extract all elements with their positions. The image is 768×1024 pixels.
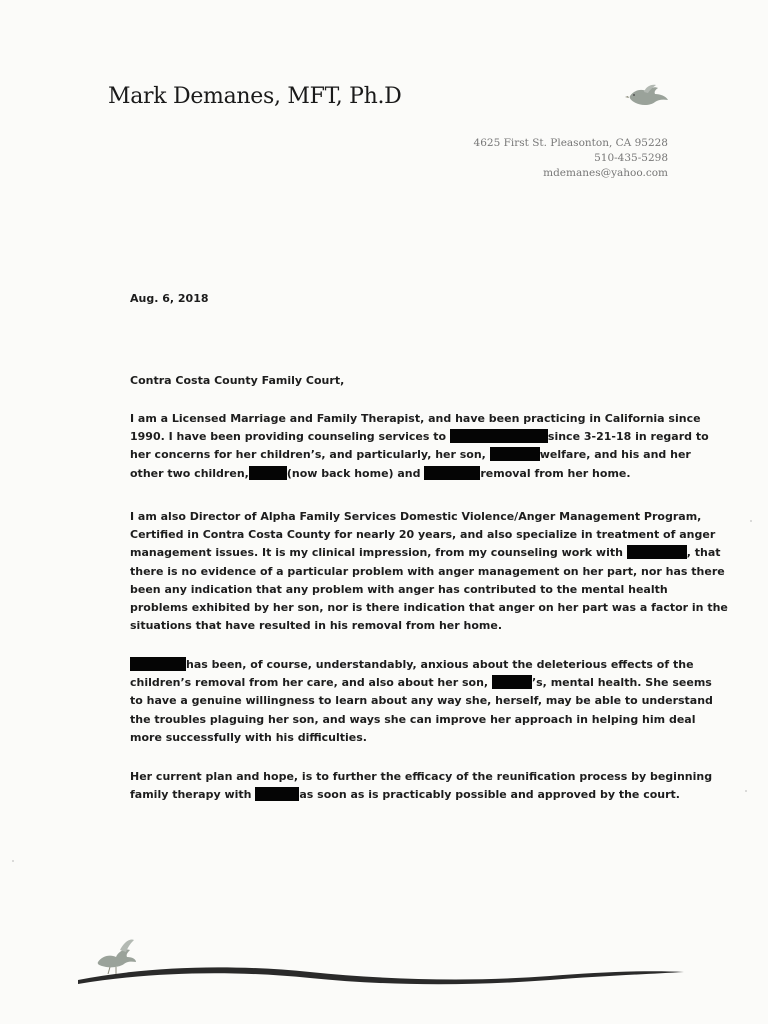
letterhead-email: mdemanes@yahoo.com xyxy=(543,167,668,179)
redaction-box xyxy=(130,657,186,671)
paragraph-4 xyxy=(130,768,713,804)
p2-line-3-text-b: , that xyxy=(686,546,721,560)
redaction-box xyxy=(627,545,687,559)
paragraph-2 xyxy=(130,508,728,635)
p3-line-2-text-a: children’s removal from her care, and also about her son, xyxy=(130,676,489,690)
p1-line-3-text-b: welfare, and his and her xyxy=(539,448,691,462)
letterhead-address-block xyxy=(474,136,668,181)
scan-speck xyxy=(750,520,752,522)
redaction-box xyxy=(255,787,299,801)
letterhead-name: Mark Demanes, MFT, Ph.D xyxy=(108,84,402,109)
letter-date: Aug. 6, 2018 xyxy=(130,292,209,305)
p2-line-3 xyxy=(130,544,721,562)
redaction-box xyxy=(490,447,540,461)
p3-line-1-text: has been, of course, understandably, anxious about the deleterious effects of the xyxy=(186,658,694,671)
redaction-box xyxy=(424,466,480,480)
scan-speck xyxy=(12,860,14,862)
letterhead-phone: 510-435-5298 xyxy=(594,152,668,164)
p3-line-2 xyxy=(130,674,712,692)
redaction-box xyxy=(450,429,548,443)
p1-line-3-text-a: her concerns for her children’s, and particularly, her son, xyxy=(130,448,486,462)
p2-line-2: Certified in Contra Costa County for nearly 20 years, and also specialize in treatment of anger xyxy=(130,528,716,542)
p4-line-2-text-b: as soon as is practicably possible and approved by the court. xyxy=(299,788,680,802)
p1-line-4-text-c: removal from her home. xyxy=(480,466,631,480)
paragraph-3 xyxy=(130,656,713,747)
redaction-box xyxy=(492,675,532,689)
p3-line-2-text-b: ’s, mental health. She seems xyxy=(531,676,712,690)
p1-line-2-text-b: since 3-21-18 in regard to xyxy=(547,430,709,444)
p3-line-4: the troubles plaguing her son, and ways she can improve her approach in helping him deal xyxy=(130,712,696,726)
p1-line-2-text-a: 1990. I have been providing counseling services to xyxy=(130,430,447,444)
redaction-box xyxy=(249,466,287,480)
p4-line-2-text-a: family therapy with xyxy=(130,788,252,802)
p2-line-4: there is no evidence of a particular problem with anger management on her part, nor has there xyxy=(130,564,725,578)
salutation: Contra Costa County Family Court, xyxy=(130,374,345,387)
p2-line-1: I am also Director of Alpha Family Services Domestic Violence/Anger Management Program, xyxy=(130,510,702,523)
p3-line-3: to have a genuine willingness to learn about any way she, herself, may be able to understand xyxy=(130,694,713,708)
p2-line-5: been any indication that any problem with anger has contributed to the mental health xyxy=(130,582,668,596)
p2-line-7: situations that have resulted in his removal from her home. xyxy=(130,619,502,633)
p1-line-4 xyxy=(130,465,660,483)
p4-line-1: Her current plan and hope, is to further the efficacy of the reunification process by beginning xyxy=(130,770,713,783)
p2-line-6: problems exhibited by her son, nor is there indication that anger on her part was a factor in the xyxy=(130,601,728,615)
p3-line-5: more successfully with his difficulties. xyxy=(130,730,367,744)
footer-wave-bird-icon xyxy=(70,930,690,990)
p4-line-2 xyxy=(130,786,680,804)
p3-line-1 xyxy=(130,656,694,674)
p1-line-3 xyxy=(130,446,691,464)
p1-line-2 xyxy=(130,428,709,446)
p1-line-4-text-b: (now back home) and xyxy=(286,466,421,480)
scan-speck xyxy=(745,790,747,792)
bird-logo-icon xyxy=(624,82,670,114)
p2-line-3-text-a: management issues. It is my clinical impression, from my counseling work with xyxy=(130,546,623,560)
p1-line-1: I am a Licensed Marriage and Family Therapist, and have been practicing in California since xyxy=(130,412,701,425)
paragraph-1 xyxy=(130,410,709,483)
p1-line-4-text-a: other two children, xyxy=(130,466,249,480)
letterhead-address: 4625 First St. Pleasonton, CA 95228 xyxy=(473,137,668,149)
